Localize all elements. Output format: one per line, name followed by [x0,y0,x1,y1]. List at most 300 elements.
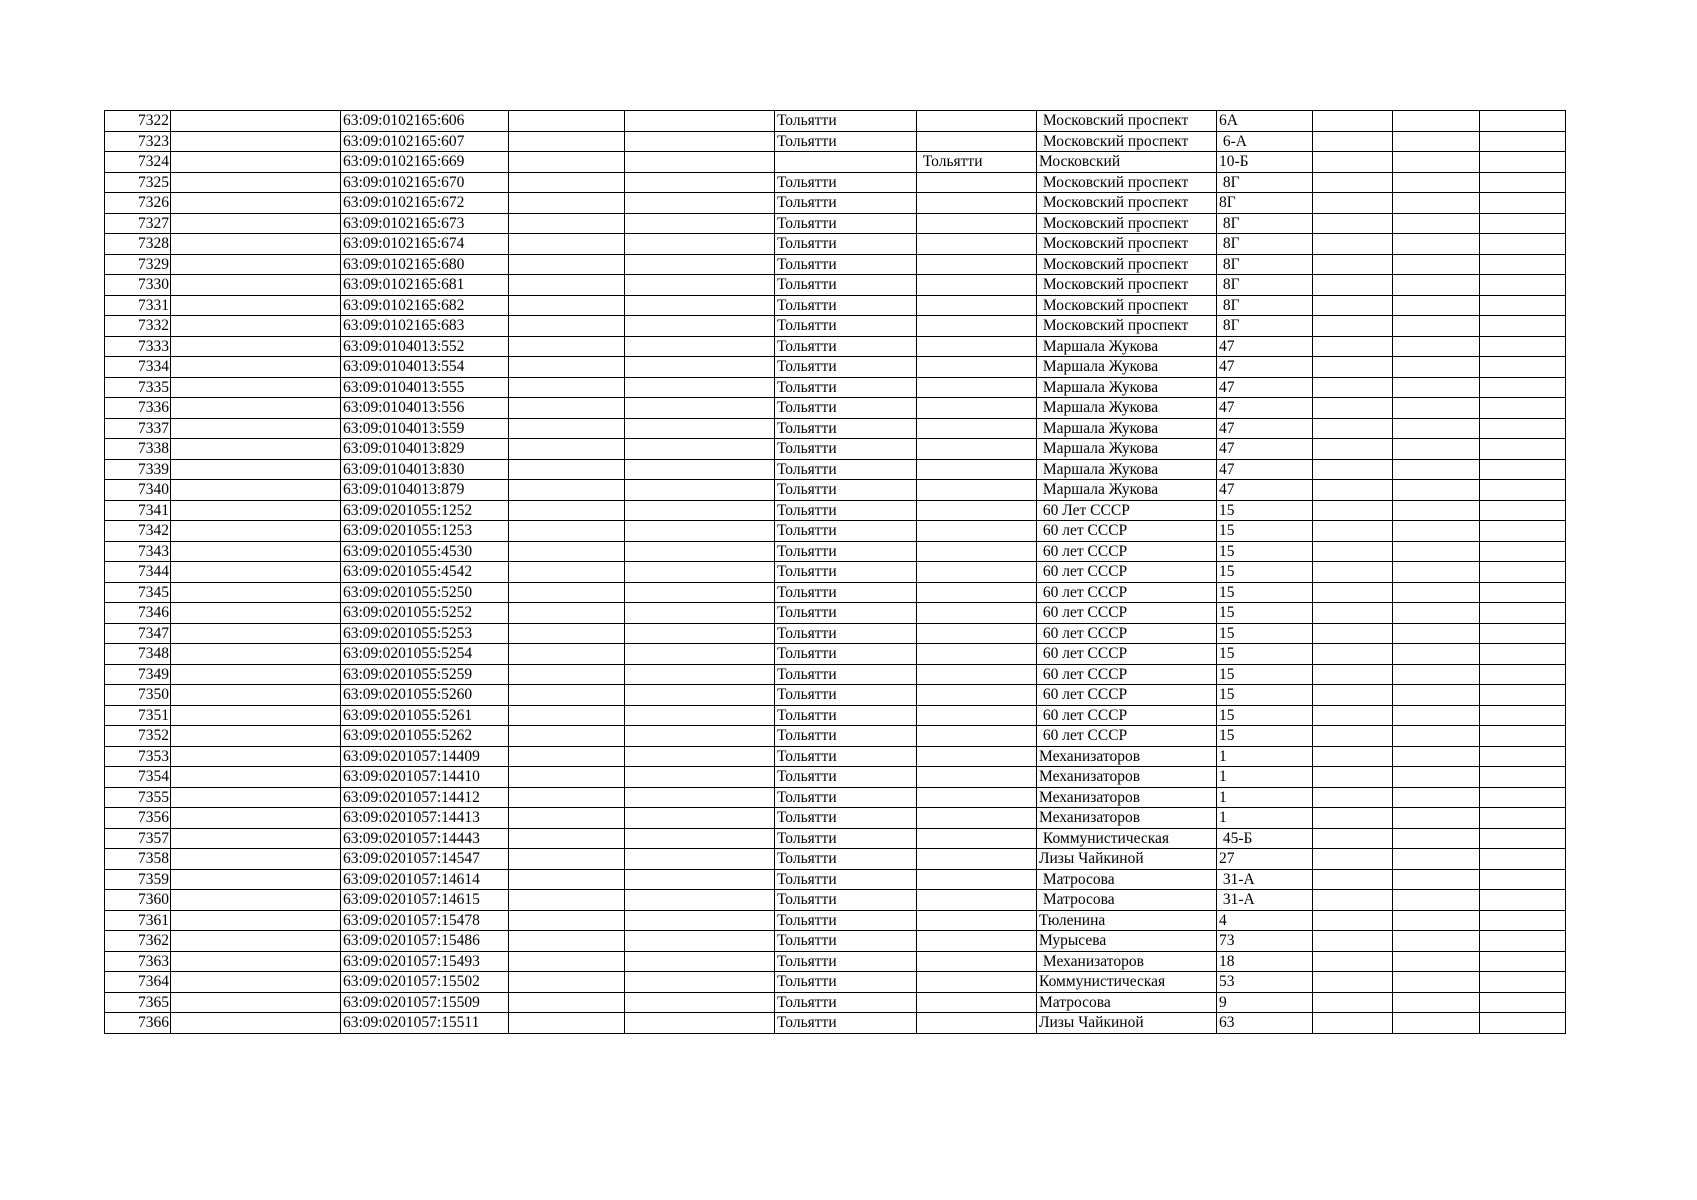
empty-cell [1393,582,1480,603]
table-row [105,459,1566,480]
empty-cell [1313,111,1393,132]
row-number-cell: 7343 [105,541,171,562]
empty-cell [1480,193,1566,214]
empty-cell [509,521,625,542]
empty-cell [1393,603,1480,624]
empty-cell [625,726,775,747]
empty-cell [625,623,775,644]
settlement-cell [917,541,1037,562]
empty-cell [1313,890,1393,911]
empty-cell [1393,254,1480,275]
house-cell: 8Г [1217,213,1313,234]
empty-cell [1313,992,1393,1013]
empty-cell [509,664,625,685]
city-cell: Тольятти [775,746,917,767]
table-row [105,193,1566,214]
empty-cell [1480,951,1566,972]
street-cell: Московский проспект [1037,254,1217,275]
empty-cell [1393,234,1480,255]
empty-cell [509,152,625,173]
settlement-cell [917,664,1037,685]
settlement-cell [917,521,1037,542]
settlement-cell [917,295,1037,316]
settlement-cell [917,972,1037,993]
empty-cell [1313,726,1393,747]
row-number-cell: 7346 [105,603,171,624]
empty-cell [625,213,775,234]
empty-cell [1313,644,1393,665]
settlement-cell [917,500,1037,521]
row-number-cell: 7336 [105,398,171,419]
cadastral-number-cell: 63:09:0201055:4542 [341,562,509,583]
settlement-cell [917,480,1037,501]
street-cell: Механизаторов [1037,767,1217,788]
empty-cell [1393,480,1480,501]
empty-cell [171,705,341,726]
empty-cell [509,787,625,808]
empty-cell [625,562,775,583]
empty-cell [171,808,341,829]
street-cell: Механизаторов [1037,951,1217,972]
row-number-cell: 7362 [105,931,171,952]
cadastral-number-cell: 63:09:0201055:5262 [341,726,509,747]
empty-cell [1480,685,1566,706]
empty-cell [1480,910,1566,931]
table-row [105,623,1566,644]
empty-cell [1480,275,1566,296]
table-row [105,316,1566,337]
empty-cell [1393,685,1480,706]
house-cell: 8Г [1217,316,1313,337]
empty-cell [625,1013,775,1034]
cadastral-number-cell: 63:09:0104013:559 [341,418,509,439]
empty-cell [1313,767,1393,788]
table-row [105,951,1566,972]
city-cell: Тольятти [775,726,917,747]
house-cell: 1 [1217,808,1313,829]
row-number-cell: 7355 [105,787,171,808]
empty-cell [1393,828,1480,849]
street-cell: Механизаторов [1037,787,1217,808]
empty-cell [1313,439,1393,460]
empty-cell [509,377,625,398]
house-cell: 15 [1217,603,1313,624]
empty-cell [509,295,625,316]
empty-cell [171,685,341,706]
cadastral-number-cell: 63:09:0102165:673 [341,213,509,234]
empty-cell [625,951,775,972]
city-cell: Тольятти [775,541,917,562]
empty-cell [1480,869,1566,890]
empty-cell [509,562,625,583]
settlement-cell [917,767,1037,788]
city-cell: Тольятти [775,234,917,255]
empty-cell [1393,972,1480,993]
city-cell: Тольятти [775,172,917,193]
empty-cell [1480,439,1566,460]
house-cell: 10-Б [1217,152,1313,173]
empty-cell [625,254,775,275]
empty-cell [1393,808,1480,829]
empty-cell [625,541,775,562]
cadastral-number-cell: 63:09:0201057:14413 [341,808,509,829]
empty-cell [171,992,341,1013]
table-body [105,111,1566,1034]
empty-cell [1393,541,1480,562]
table-row [105,439,1566,460]
empty-cell [509,931,625,952]
empty-cell [171,377,341,398]
empty-cell [509,726,625,747]
row-number-cell: 7325 [105,172,171,193]
cadastral-number-cell: 63:09:0102165:683 [341,316,509,337]
empty-cell [171,152,341,173]
settlement-cell [917,910,1037,931]
empty-cell [1393,623,1480,644]
city-cell: Тольятти [775,644,917,665]
empty-cell [509,910,625,931]
cadastral-number-cell: 63:09:0104013:829 [341,439,509,460]
row-number-cell: 7331 [105,295,171,316]
records-table [104,110,1566,1034]
settlement-cell [917,131,1037,152]
empty-cell [509,890,625,911]
empty-cell [1480,931,1566,952]
street-cell: Маршала Жукова [1037,398,1217,419]
empty-cell [171,951,341,972]
house-cell: 27 [1217,849,1313,870]
table-row [105,582,1566,603]
empty-cell [625,131,775,152]
empty-cell [1480,828,1566,849]
row-number-cell: 7335 [105,377,171,398]
empty-cell [171,234,341,255]
empty-cell [509,746,625,767]
street-cell: 60 лет СССР [1037,685,1217,706]
settlement-cell [917,275,1037,296]
table-row [105,480,1566,501]
street-cell: 60 лет СССР [1037,705,1217,726]
empty-cell [625,234,775,255]
empty-cell [625,582,775,603]
row-number-cell: 7356 [105,808,171,829]
city-cell: Тольятти [775,398,917,419]
empty-cell [509,418,625,439]
cadastral-number-cell: 63:09:0201057:14412 [341,787,509,808]
city-cell: Тольятти [775,603,917,624]
city-cell: Тольятти [775,1013,917,1034]
empty-cell [171,767,341,788]
street-cell: 60 лет СССР [1037,726,1217,747]
empty-cell [1313,582,1393,603]
settlement-cell [917,172,1037,193]
empty-cell [625,459,775,480]
empty-cell [509,480,625,501]
row-number-cell: 7354 [105,767,171,788]
empty-cell [509,336,625,357]
empty-cell [1313,254,1393,275]
street-cell: Лизы Чайкиной [1037,849,1217,870]
cadastral-number-cell: 63:09:0102165:682 [341,295,509,316]
table-row [105,849,1566,870]
empty-cell [1313,931,1393,952]
empty-cell [625,418,775,439]
settlement-cell [917,377,1037,398]
city-cell: Тольятти [775,992,917,1013]
empty-cell [1393,439,1480,460]
table-row [105,500,1566,521]
empty-cell [1313,234,1393,255]
street-cell: Маршала Жукова [1037,336,1217,357]
empty-cell [1313,418,1393,439]
empty-cell [1313,336,1393,357]
empty-cell [1313,787,1393,808]
row-number-cell: 7352 [105,726,171,747]
empty-cell [1313,869,1393,890]
table-row [105,234,1566,255]
street-cell: Маршала Жукова [1037,439,1217,460]
row-number-cell: 7349 [105,664,171,685]
empty-cell [1313,664,1393,685]
settlement-cell: Тольятти [917,152,1037,173]
row-number-cell: 7361 [105,910,171,931]
row-number-cell: 7360 [105,890,171,911]
empty-cell [509,213,625,234]
empty-cell [171,254,341,275]
street-cell: Мурысева [1037,931,1217,952]
table-row [105,828,1566,849]
empty-cell [509,623,625,644]
empty-cell [1480,295,1566,316]
empty-cell [1393,213,1480,234]
empty-cell [1313,295,1393,316]
house-cell: 47 [1217,398,1313,419]
empty-cell [509,439,625,460]
cadastral-number-cell: 63:09:0201055:1252 [341,500,509,521]
table-row [105,603,1566,624]
empty-cell [1313,685,1393,706]
house-cell: 15 [1217,623,1313,644]
street-cell: 60 лет СССР [1037,521,1217,542]
empty-cell [171,726,341,747]
street-cell: Маршала Жукова [1037,377,1217,398]
empty-cell [509,541,625,562]
row-number-cell: 7366 [105,1013,171,1034]
row-number-cell: 7329 [105,254,171,275]
settlement-cell [917,951,1037,972]
empty-cell [1313,828,1393,849]
empty-cell [625,377,775,398]
row-number-cell: 7364 [105,972,171,993]
street-cell: Московский проспект [1037,131,1217,152]
table-row [105,972,1566,993]
city-cell: Тольятти [775,213,917,234]
empty-cell [171,295,341,316]
empty-cell [1393,398,1480,419]
house-cell: 15 [1217,582,1313,603]
street-cell: Механизаторов [1037,746,1217,767]
row-number-cell: 7338 [105,439,171,460]
settlement-cell [917,746,1037,767]
empty-cell [1480,726,1566,747]
empty-cell [1313,131,1393,152]
empty-cell [509,234,625,255]
house-cell: 73 [1217,931,1313,952]
empty-cell [1480,254,1566,275]
street-cell: Маршала Жукова [1037,357,1217,378]
empty-cell [1393,418,1480,439]
empty-cell [509,316,625,337]
city-cell: Тольятти [775,275,917,296]
empty-cell [1480,644,1566,665]
row-number-cell: 7332 [105,316,171,337]
empty-cell [1313,316,1393,337]
street-cell: Московский проспект [1037,172,1217,193]
cadastral-number-cell: 63:09:0201055:5250 [341,582,509,603]
empty-cell [1393,275,1480,296]
house-cell: 53 [1217,972,1313,993]
empty-cell [1313,398,1393,419]
empty-cell [509,808,625,829]
empty-cell [625,521,775,542]
empty-cell [1480,357,1566,378]
empty-cell [625,767,775,788]
cadastral-number-cell: 63:09:0201057:14443 [341,828,509,849]
empty-cell [1313,562,1393,583]
street-cell: 60 Лет СССР [1037,500,1217,521]
empty-cell [1313,972,1393,993]
empty-cell [1393,336,1480,357]
empty-cell [1480,541,1566,562]
row-number-cell: 7351 [105,705,171,726]
empty-cell [625,869,775,890]
empty-cell [1393,316,1480,337]
settlement-cell [917,726,1037,747]
house-cell: 15 [1217,644,1313,665]
row-number-cell: 7322 [105,111,171,132]
empty-cell [625,705,775,726]
empty-cell [171,459,341,480]
street-cell: 60 лет СССР [1037,603,1217,624]
settlement-cell [917,890,1037,911]
table-row [105,1013,1566,1034]
row-number-cell: 7333 [105,336,171,357]
empty-cell [1313,623,1393,644]
empty-cell [625,275,775,296]
row-number-cell: 7323 [105,131,171,152]
street-cell: Маршала Жукова [1037,459,1217,480]
street-cell: Матросова [1037,890,1217,911]
cadastral-number-cell: 63:09:0201055:5254 [341,644,509,665]
empty-cell [1480,398,1566,419]
house-cell: 18 [1217,951,1313,972]
empty-cell [1393,849,1480,870]
empty-cell [1393,1013,1480,1034]
house-cell: 1 [1217,746,1313,767]
house-cell: 15 [1217,541,1313,562]
empty-cell [171,910,341,931]
empty-cell [1480,234,1566,255]
empty-cell [509,193,625,214]
empty-cell [625,910,775,931]
empty-cell [171,664,341,685]
empty-cell [171,275,341,296]
empty-cell [1313,172,1393,193]
table-row [105,213,1566,234]
house-cell: 31-А [1217,890,1313,911]
cadastral-number-cell: 63:09:0104013:830 [341,459,509,480]
city-cell: Тольятти [775,972,917,993]
cadastral-number-cell: 63:09:0201055:5261 [341,705,509,726]
empty-cell [1393,172,1480,193]
settlement-cell [917,603,1037,624]
cadastral-number-cell: 63:09:0201055:5252 [341,603,509,624]
house-cell: 1 [1217,787,1313,808]
empty-cell [625,152,775,173]
table-row [105,808,1566,829]
empty-cell [509,951,625,972]
settlement-cell [917,213,1037,234]
settlement-cell [917,111,1037,132]
house-cell: 8Г [1217,193,1313,214]
table-row [105,172,1566,193]
empty-cell [1313,459,1393,480]
house-cell: 47 [1217,439,1313,460]
empty-cell [625,295,775,316]
row-number-cell: 7339 [105,459,171,480]
cadastral-number-cell: 63:09:0102165:669 [341,152,509,173]
empty-cell [509,849,625,870]
row-number-cell: 7341 [105,500,171,521]
empty-cell [171,398,341,419]
cadastral-number-cell: 63:09:0102165:670 [341,172,509,193]
house-cell: 47 [1217,336,1313,357]
empty-cell [1313,152,1393,173]
empty-cell [625,992,775,1013]
empty-cell [1313,951,1393,972]
street-cell: Коммунистическая [1037,828,1217,849]
empty-cell [625,357,775,378]
row-number-cell: 7330 [105,275,171,296]
empty-cell [625,849,775,870]
empty-cell [171,644,341,665]
row-number-cell: 7327 [105,213,171,234]
cadastral-number-cell: 63:09:0104013:554 [341,357,509,378]
empty-cell [625,808,775,829]
empty-cell [1480,705,1566,726]
empty-cell [171,1013,341,1034]
street-cell: 60 лет СССР [1037,623,1217,644]
row-number-cell: 7324 [105,152,171,173]
house-cell: 1 [1217,767,1313,788]
empty-cell [1393,869,1480,890]
house-cell: 8Г [1217,234,1313,255]
house-cell: 15 [1217,521,1313,542]
empty-cell [171,439,341,460]
house-cell: 15 [1217,664,1313,685]
street-cell: Матросова [1037,992,1217,1013]
street-cell: Московский проспект [1037,111,1217,132]
table-row [105,644,1566,665]
empty-cell [171,521,341,542]
empty-cell [1393,951,1480,972]
empty-cell [1393,500,1480,521]
table-row [105,931,1566,952]
city-cell: Тольятти [775,910,917,931]
cadastral-number-cell: 63:09:0201055:4530 [341,541,509,562]
city-cell: Тольятти [775,951,917,972]
empty-cell [1393,767,1480,788]
